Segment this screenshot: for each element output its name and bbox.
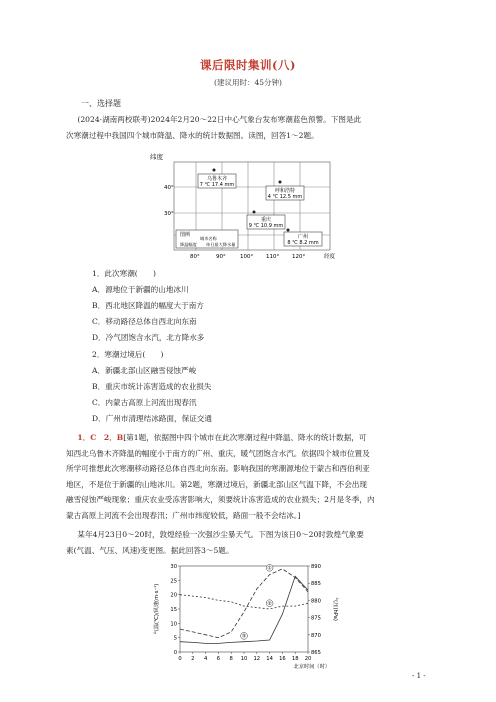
x-tick-label: 0 [178, 656, 182, 662]
city-box-hohhot [266, 181, 304, 201]
svg-text:图例: 图例 [180, 232, 191, 238]
intro-line: (2024·湖南两校联考)2024年2月20～22日中心气象台发布寒潮蓝色预警。下图是此 [77, 115, 362, 124]
lat-axis-label: 纬度 [150, 153, 163, 161]
svg-text:广州: 广州 [297, 234, 309, 240]
lon-tick: 120° [292, 254, 306, 260]
series-label: ① [267, 565, 272, 572]
intro-line: 素(气温、气压、风速)变更图。据此回答3～5题。 [66, 545, 234, 555]
lon-tick: 110° [266, 254, 280, 260]
answer-line: 知西北乌鲁木齐降温的幅度小于南方的广州、重庆，暖气团饱含水汽。依据四个城市位置及 [66, 448, 370, 458]
city-box-guangzhou [284, 229, 322, 247]
lon-axis-label: 经度 [324, 254, 336, 260]
x-axis-label: 北京时间（时） [293, 664, 330, 670]
answer-line: 地区，不是位于新疆的山地冰川。第2题，寒潮过境后，新疆北部山区气温下降，不会出现 [66, 479, 367, 489]
x-tick-label: 4 [203, 656, 208, 662]
svg-text:8 ℃ 8.2 mm: 8 ℃ 8.2 mm [287, 240, 319, 246]
right-tick-label: 870 [311, 632, 321, 639]
svg-text:城市名称: 城市名称 [200, 236, 217, 241]
svg-text:重庆: 重庆 [260, 217, 272, 223]
svg-text:7 ℃ 17.4 mm: 7 ℃ 17.4 mm [199, 182, 235, 188]
left-tick-label: 30 [170, 564, 177, 570]
series-label: ② [267, 601, 272, 607]
answer-label: 1．C 2．B [77, 433, 124, 442]
x-tick-label: 8 [229, 656, 233, 662]
x-tick-label: 14 [266, 656, 273, 662]
option: B．重庆市统计冻害造成的农业损失 [92, 382, 212, 391]
series-label: ③ [241, 633, 247, 640]
x-tick-label: 10 [240, 656, 248, 662]
right-tick-label: 880 [311, 598, 321, 605]
svg-text:呼和浩特: 呼和浩特 [274, 188, 296, 194]
x-tick-label: 2 [191, 656, 195, 662]
right-tick-label: 885 [311, 581, 321, 588]
left-tick-label: 10 [170, 621, 177, 628]
answer-line: [第1题，依据图中四个城市在此次寒潮过程中降温、降水的统计数据，可 [123, 433, 367, 442]
intro-paragraph-1 [66, 112, 432, 143]
question-1 [92, 268, 204, 343]
right-tick-label: 890 [311, 564, 321, 570]
left-tick-label: 25 [170, 578, 177, 585]
x-tick-label: 18 [291, 656, 299, 662]
page-number: - 1 - [412, 672, 426, 680]
page-title: 课后限时集训(八) [200, 58, 296, 72]
answer-line: 所学可推想此次寒潮移动路径总体自西北向东南。影响我国的寒潮源地位于蒙古和西伯利亚 [66, 464, 370, 473]
option: C．移动路径总体自西北向东南 [92, 317, 197, 326]
left-axis-label: 气温(℃)/风速(m·s⁻¹) [154, 583, 160, 635]
dunhuang-weather-chart [150, 560, 350, 672]
option: C．内蒙古高原上河流出现春汛 [92, 398, 197, 407]
lon-tick: 100° [240, 254, 254, 260]
option: D．冷气团饱含水汽，北方降水多 [92, 333, 205, 342]
lon-tick: 90° [216, 254, 226, 260]
question-2 [92, 349, 212, 424]
city-box-urumqi [198, 169, 236, 189]
right-tick-label: 875 [311, 615, 321, 622]
city-cold-wave-map [140, 150, 356, 260]
answer-line: 蒙古高原上河流不会出现春汛；广州市纬度较低，路面一般不会结冰。] [66, 510, 301, 520]
lon-tick: 80° [190, 254, 200, 260]
answer-line: 融雪侵蚀严峻现象；重庆农业受冻害影响大，须要统计冻害造成的农业损失；2月是冬季，内 [66, 495, 375, 504]
question-stem: 1．此次寒潮( ) [92, 269, 156, 278]
x-tick-label: 16 [279, 656, 286, 662]
lat-tick: 30° [164, 211, 174, 217]
suggested-time: (建议用时：45分钟) [214, 78, 282, 87]
left-tick-label: 0 [173, 650, 177, 656]
svg-text:乌鲁木齐: 乌鲁木齐 [206, 176, 228, 182]
series-line-2 [180, 595, 308, 609]
option: A．源地位于新疆的山地冰川 [92, 285, 189, 294]
question-stem: 2．寒潮过境后( ) [92, 350, 164, 359]
right-tick-label: 865 [311, 650, 321, 656]
left-tick-label: 15 [170, 607, 177, 613]
option: B．西北地区降温的幅度大于南方 [92, 301, 204, 310]
intro-line: 某年4月23日0～20时，敦煌经验一次强沙尘暴天气。下图为该日0～20时敦煌气象要 [77, 530, 364, 539]
lat-tick: 40° [164, 185, 174, 191]
x-tick-label: 6 [216, 656, 221, 662]
intro-paragraph-2 [66, 527, 432, 558]
x-tick-label: 20 [304, 656, 312, 662]
option: A．新疆北部山区融雪侵蚀严峻 [92, 366, 197, 375]
right-axis-label: 气压(hPa) [332, 597, 338, 621]
svg-text:降温幅度: 降温幅度 [180, 242, 197, 247]
left-tick-label: 20 [170, 592, 177, 599]
svg-text:9 ℃ 10.9 mm: 9 ℃ 10.9 mm [248, 223, 284, 229]
svg-text:4 ℃ 12.5 mm: 4 ℃ 12.5 mm [267, 194, 303, 200]
answer-explanation [66, 430, 432, 523]
svg-text:单日最大降水量: 单日最大降水量 [206, 242, 236, 247]
option: D．广州市清理结冰路面，保证交通 [92, 414, 212, 423]
section-heading: 一、选择题 [81, 99, 121, 108]
x-tick-label: 12 [253, 656, 261, 662]
intro-line: 次寒潮过程中我国四个城市降温、降水的统计数据图。读图，回答1～2题。 [66, 130, 319, 140]
series-line-1 [180, 569, 308, 638]
left-tick-label: 5 [173, 635, 177, 642]
map-legend [176, 230, 238, 248]
